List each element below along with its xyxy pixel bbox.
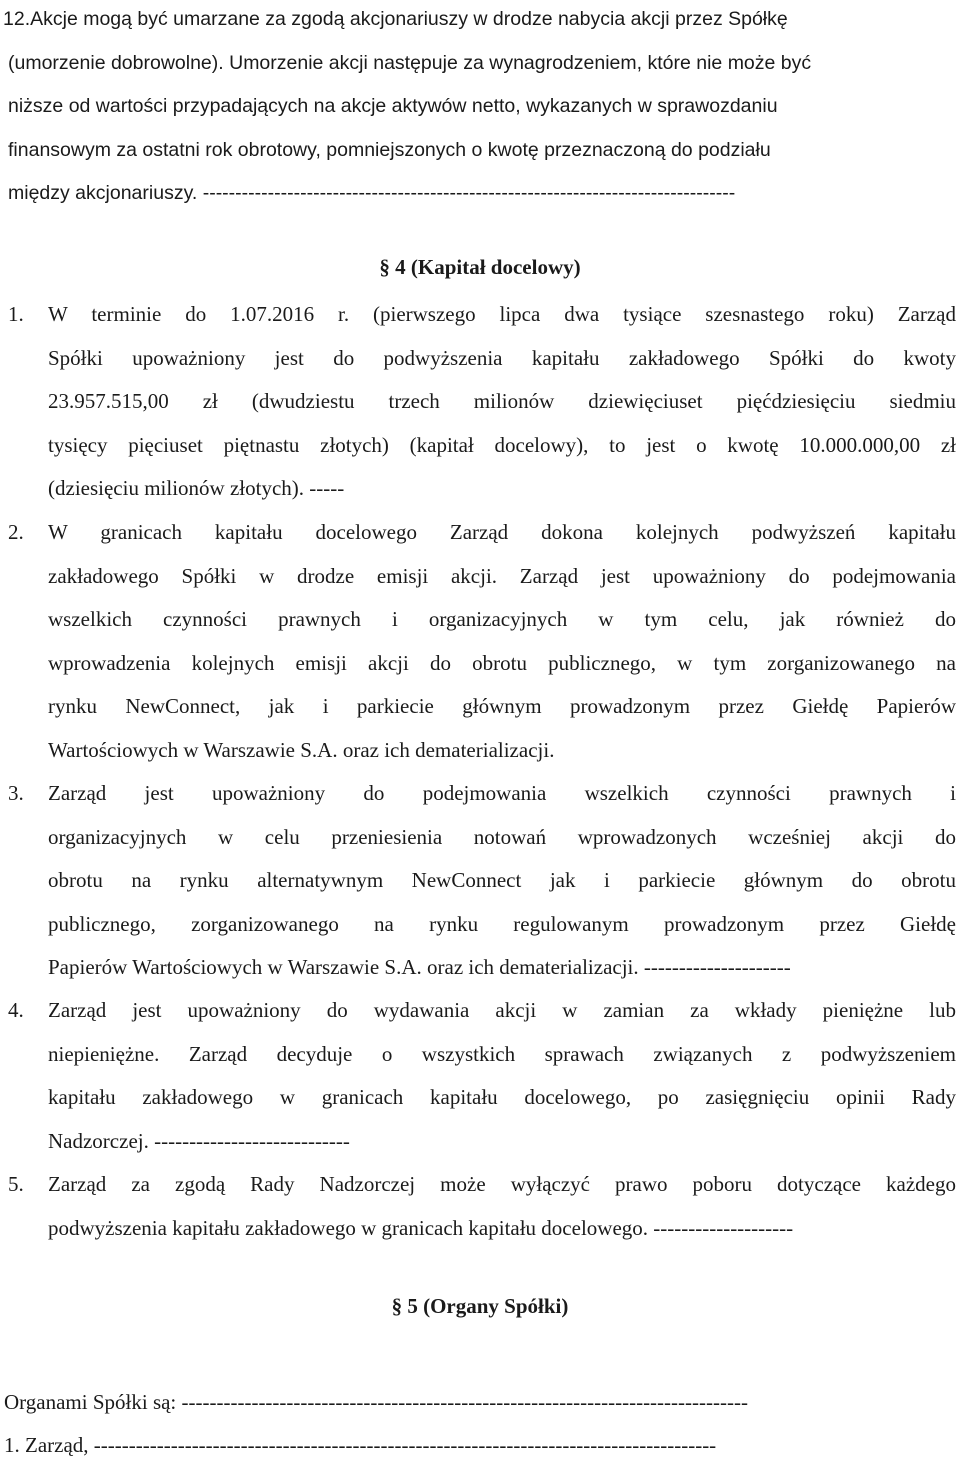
item-line: W terminie do 1.07.2016 r. (pierwszego lipca dwa tysiące szesnastego roku) Zarząd (48, 302, 956, 326)
item-line: wszelkich czynności prawnych i organizacyjnych w tym celu, jak również do (48, 607, 956, 631)
list-item (8, 1163, 956, 1250)
list-item (8, 772, 956, 990)
item-line: organizacyjnych w celu przeniesienia notowań wprowadzonych wcześniej akcji do (48, 824, 956, 849)
item-line: Zarząd za zgodą Rady Nadzorczej może wyłączyć prawo poboru dotyczące każdego (48, 1172, 956, 1196)
organs-intro-line: Organami Spółki są: --------------------------------------------------------------------------------- (4, 1390, 748, 1414)
item-line: Wartościowych w Warszawie S.A. oraz ich dematerializacji. (48, 737, 555, 762)
list-item-body (48, 989, 956, 1163)
paragraph-share-redemption (0, 0, 958, 216)
item-line: niepieniężne. Zarząd decyduje o wszystkich sprawach związanych z podwyższeniem (48, 1041, 956, 1066)
item-line: zakładowego Spółki w drodze emisji akcji. Zarząd jest upoważniony do podejmowania (48, 563, 956, 588)
section-heading-organy-spolki: § 5 (Organy Spółki) (391, 1294, 569, 1318)
paragraph-line: niższe od wartości przypadających na akcje aktywów netto, wykazanych w sprawozdaniu (8, 95, 778, 117)
list-item (8, 293, 956, 511)
item-line: wprowadzenia kolejnych emisji akcji do obrotu publicznego, w tym zorganizowanego na (48, 650, 956, 675)
item-line: Zarząd jest upoważniony do podejmowania wszelkich czynności prawnych i (48, 781, 956, 805)
list-item-number: 3. (8, 781, 24, 805)
item-line: publicznego, zorganizowanego na rynku regulowanym prowadzonym przez Giełdę (48, 911, 956, 936)
list-item-number: 2. (8, 520, 24, 544)
list-item (8, 511, 956, 772)
list-item-body (48, 772, 956, 990)
item-line: podwyższenia kapitału zakładowego w granicach kapitału docelowego. -------------------- (48, 1215, 794, 1240)
item-line: W granicach kapitału docelowego Zarząd dokona kolejnych podwyższeń kapitału (48, 520, 956, 544)
list-item-body (48, 1163, 956, 1250)
organs-item-zarzad: 1. Zarząd, ----------------------------------------------------------------------------------------- (4, 1433, 717, 1457)
list-item-number: 5. (8, 1172, 24, 1196)
item-line: 23.957.515,00 zł (dwudziestu trzech milionów dziewięciuset pięćdziesięciu siedmiu (48, 389, 956, 413)
item-line: Papierów Wartościowych w Warszawie S.A. oraz ich dematerializacji. --------------------- (48, 955, 791, 979)
list-item-body (48, 293, 956, 511)
list-item-number: 1. (8, 302, 24, 326)
item-line: Nadzorczej. ---------------------------- (48, 1128, 350, 1153)
paragraph-line: między akcjonariuszy. ---------------------------------------------------------------------------------- (8, 182, 736, 204)
item-line: rynku NewConnect, jak i parkiecie głównym prowadzonym przez Giełdę Papierów (48, 694, 956, 718)
item-line: (dziesięciu milionów złotych). ----- (48, 476, 345, 500)
paragraph-line: 12.Akcje mogą być umarzane za zgodą akcjonariuszy w drodze nabycia akcji przez Spółkę (3, 8, 788, 30)
item-line: obrotu na rynku alternatywnym NewConnect jak i parkiecie głównym do obrotu (48, 868, 956, 892)
list-item-number: 4. (8, 998, 24, 1022)
list-item-body (48, 511, 956, 772)
section-heading-kapital-docelowy: § 4 (Kapitał docelowy) (379, 255, 581, 279)
list-item (8, 989, 956, 1163)
item-line: kapitału zakładowego w granicach kapitału docelowego, po zasięgnięciu opinii Rady (48, 1085, 956, 1109)
item-line: Spółki upoważniony jest do podwyższenia kapitału zakładowego Spółki do kwoty (48, 345, 956, 370)
item-line: tysięcy pięciuset piętnastu złotych) (kapitał docelowy), to jest o kwotę 10.000.000,00 zł (48, 432, 956, 457)
paragraph-line: (umorzenie dobrowolne). Umorzenie akcji następuje za wynagrodzeniem, które nie może być (8, 51, 812, 74)
paragraph-line: finansowym za ostatni rok obrotowy, pomniejszonych o kwotę przeznaczoną do podziału (8, 138, 771, 161)
item-line: Zarząd jest upoważniony do wydawania akcji w zamian za wkłady pieniężne lub (48, 998, 956, 1022)
